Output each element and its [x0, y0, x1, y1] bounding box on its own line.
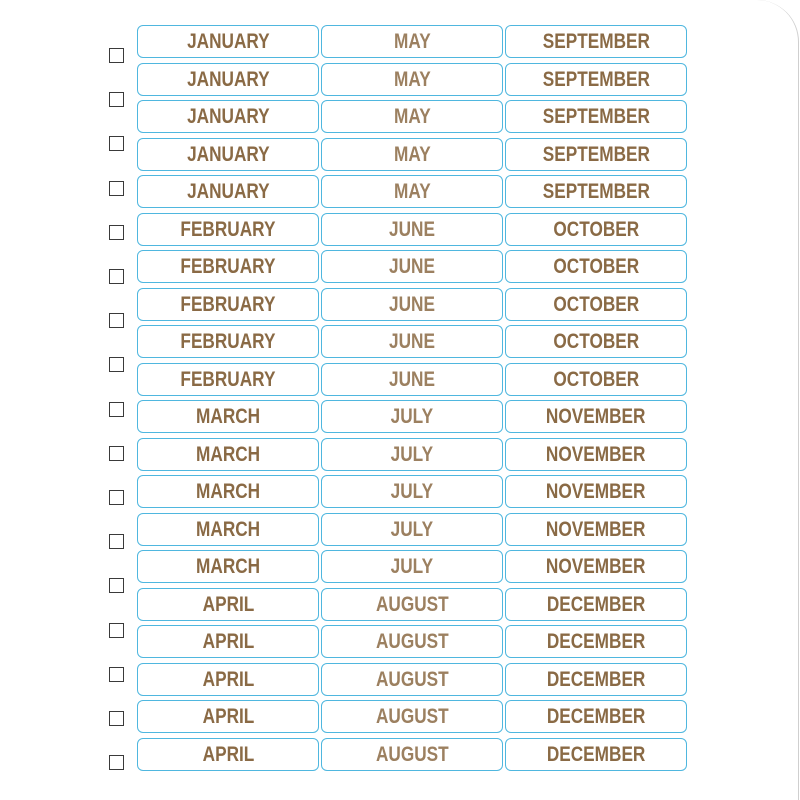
month-label-middle[interactable]: [321, 663, 503, 696]
month-label-text: MAY: [393, 67, 431, 91]
checkbox-icon[interactable]: [109, 490, 124, 505]
month-label-middle[interactable]: [321, 138, 503, 171]
month-label-text: DECEMBER: [546, 704, 646, 728]
checkbox-icon[interactable]: [109, 48, 124, 63]
month-label-text: JUNE: [389, 292, 435, 316]
month-label-text: AUGUST: [375, 629, 449, 653]
month-label-middle[interactable]: [321, 588, 503, 621]
month-label-text: DECEMBER: [546, 592, 646, 616]
month-label-left[interactable]: [137, 138, 319, 171]
month-label-middle[interactable]: [321, 475, 503, 508]
checkbox-icon[interactable]: [109, 269, 124, 284]
month-label-middle[interactable]: [321, 213, 503, 246]
month-label-right[interactable]: [505, 325, 687, 358]
month-label-text: FEBRUARY: [180, 367, 276, 391]
month-label-text: JUNE: [389, 367, 435, 391]
month-label-left[interactable]: [137, 400, 319, 433]
month-label-text: MARCH: [195, 404, 261, 428]
month-label-left[interactable]: [137, 663, 319, 696]
month-label-text: APRIL: [202, 592, 254, 616]
month-label-left[interactable]: [137, 475, 319, 508]
month-label-text: JUNE: [389, 217, 435, 241]
month-label-right[interactable]: [505, 138, 687, 171]
month-label-left[interactable]: [137, 25, 319, 58]
month-label-right[interactable]: [505, 213, 687, 246]
month-label-middle[interactable]: [321, 288, 503, 321]
month-label-middle[interactable]: [321, 438, 503, 471]
month-label-text: FEBRUARY: [180, 217, 276, 241]
month-label-right[interactable]: [505, 288, 687, 321]
month-label-middle[interactable]: [321, 25, 503, 58]
month-label-text: JULY: [390, 517, 434, 541]
month-label-right[interactable]: [505, 400, 687, 433]
month-label-right[interactable]: [505, 63, 687, 96]
month-label-text: DECEMBER: [546, 629, 646, 653]
month-label-left[interactable]: [137, 738, 319, 771]
month-label-text: OCTOBER: [553, 254, 639, 278]
month-label-text: JANUARY: [186, 142, 270, 166]
month-label-text: MAY: [393, 104, 431, 128]
month-label-text: JANUARY: [186, 67, 270, 91]
month-label-text: NOVEMBER: [546, 442, 646, 466]
checkbox-icon[interactable]: [109, 313, 124, 328]
month-label-left[interactable]: [137, 513, 319, 546]
month-label-left[interactable]: [137, 175, 319, 208]
month-label-text: SEPTEMBER: [542, 142, 650, 166]
checkbox-icon[interactable]: [109, 755, 124, 770]
month-label-middle[interactable]: [321, 250, 503, 283]
month-label-text: FEBRUARY: [180, 292, 276, 316]
month-label-text: SEPTEMBER: [542, 29, 650, 53]
checkbox-icon[interactable]: [109, 578, 124, 593]
month-label-right[interactable]: [505, 550, 687, 583]
month-label-right[interactable]: [505, 25, 687, 58]
month-label-right[interactable]: [505, 513, 687, 546]
month-label-left[interactable]: [137, 550, 319, 583]
month-label-text: MARCH: [195, 442, 261, 466]
month-label-text: MAY: [393, 179, 431, 203]
month-label-text: MARCH: [195, 517, 261, 541]
month-label-middle[interactable]: [321, 175, 503, 208]
month-label-text: DECEMBER: [546, 667, 646, 691]
month-label-text: APRIL: [202, 704, 254, 728]
checkbox-icon[interactable]: [109, 623, 124, 638]
month-label-text: OCTOBER: [553, 292, 639, 316]
label-sheet: [96, 0, 799, 800]
checkbox-icon[interactable]: [109, 136, 124, 151]
month-label-text: OCTOBER: [553, 217, 639, 241]
month-label-middle[interactable]: [321, 625, 503, 658]
month-label-middle[interactable]: [321, 400, 503, 433]
month-label-right[interactable]: [505, 588, 687, 621]
checkbox-icon[interactable]: [109, 92, 124, 107]
month-label-text: SEPTEMBER: [542, 179, 650, 203]
checkbox-icon[interactable]: [109, 402, 124, 417]
month-label-text: NOVEMBER: [546, 404, 646, 428]
month-label-text: JULY: [390, 479, 434, 503]
month-label-right[interactable]: [505, 438, 687, 471]
month-label-text: DECEMBER: [546, 742, 646, 766]
month-label-text: AUGUST: [375, 704, 449, 728]
month-label-left[interactable]: [137, 363, 319, 396]
month-label-text: FEBRUARY: [180, 254, 276, 278]
month-label-text: APRIL: [202, 667, 254, 691]
month-label-text: MAY: [393, 142, 431, 166]
month-label-text: MARCH: [195, 479, 261, 503]
month-label-text: AUGUST: [375, 742, 449, 766]
month-label-left[interactable]: [137, 700, 319, 733]
month-label-left[interactable]: [137, 63, 319, 96]
month-label-middle[interactable]: [321, 550, 503, 583]
month-label-text: MAY: [393, 29, 431, 53]
month-label-left[interactable]: [137, 325, 319, 358]
month-label-middle[interactable]: [321, 325, 503, 358]
month-label-middle[interactable]: [321, 513, 503, 546]
month-label-left[interactable]: [137, 625, 319, 658]
month-label-right[interactable]: [505, 100, 687, 133]
month-label-text: JULY: [390, 442, 434, 466]
month-label-text: AUGUST: [375, 667, 449, 691]
month-label-right[interactable]: [505, 625, 687, 658]
month-label-middle[interactable]: [321, 738, 503, 771]
month-label-text: JUNE: [389, 329, 435, 353]
month-label-right[interactable]: [505, 250, 687, 283]
month-label-left[interactable]: [137, 100, 319, 133]
month-label-text: FEBRUARY: [180, 329, 276, 353]
month-label-text: APRIL: [202, 742, 254, 766]
month-label-left[interactable]: [137, 438, 319, 471]
month-label-text: NOVEMBER: [546, 479, 646, 503]
month-label-middle[interactable]: [321, 363, 503, 396]
month-label-text: NOVEMBER: [546, 517, 646, 541]
month-label-text: OCTOBER: [553, 329, 639, 353]
month-label-right[interactable]: [505, 700, 687, 733]
checkbox-icon[interactable]: [109, 446, 124, 461]
month-label-text: APRIL: [202, 629, 254, 653]
month-label-left[interactable]: [137, 250, 319, 283]
checkbox-icon[interactable]: [109, 711, 124, 726]
month-label-text: JANUARY: [186, 29, 270, 53]
month-label-text: SEPTEMBER: [542, 67, 650, 91]
month-label-text: JANUARY: [186, 179, 270, 203]
month-label-left[interactable]: [137, 213, 319, 246]
month-label-text: NOVEMBER: [546, 554, 646, 578]
month-label-text: JUNE: [389, 254, 435, 278]
month-label-right[interactable]: [505, 738, 687, 771]
checkbox-icon[interactable]: [109, 534, 124, 549]
month-label-text: MARCH: [195, 554, 261, 578]
month-label-left[interactable]: [137, 588, 319, 621]
month-label-text: AUGUST: [375, 592, 449, 616]
month-label-right[interactable]: [505, 175, 687, 208]
month-label-middle[interactable]: [321, 100, 503, 133]
month-label-right[interactable]: [505, 475, 687, 508]
checkbox-icon[interactable]: [109, 181, 124, 196]
month-label-middle[interactable]: [321, 700, 503, 733]
month-label-middle[interactable]: [321, 63, 503, 96]
month-label-right[interactable]: [505, 663, 687, 696]
month-label-text: SEPTEMBER: [542, 104, 650, 128]
month-label-right[interactable]: [505, 363, 687, 396]
month-label-text: JULY: [390, 404, 434, 428]
checkbox-icon[interactable]: [109, 667, 124, 682]
month-label-left[interactable]: [137, 288, 319, 321]
checkbox-icon[interactable]: [109, 357, 124, 372]
month-label-text: JANUARY: [186, 104, 270, 128]
month-label-text: JULY: [390, 554, 434, 578]
checkbox-icon[interactable]: [109, 225, 124, 240]
month-label-text: OCTOBER: [553, 367, 639, 391]
